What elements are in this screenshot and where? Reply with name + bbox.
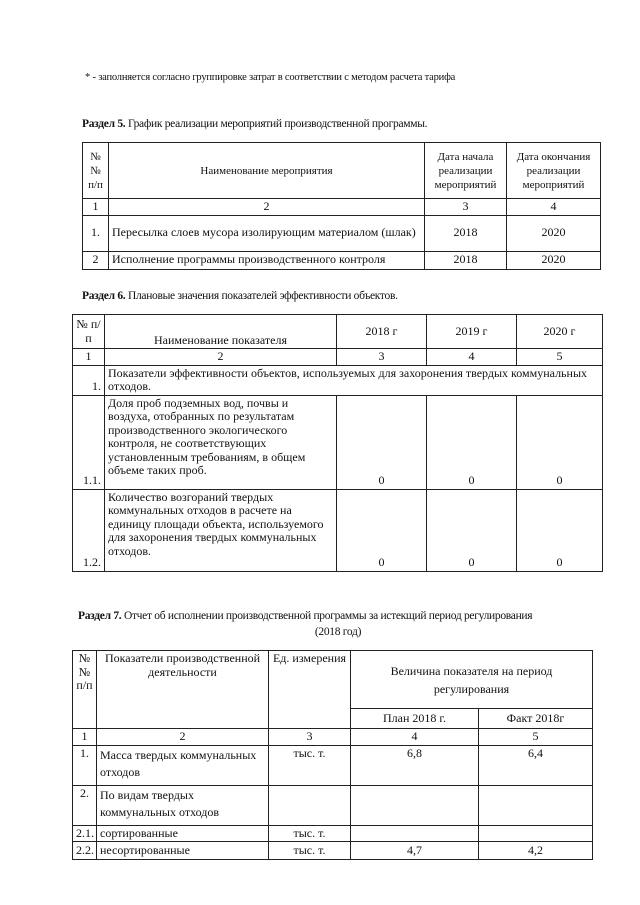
s6-col-index: 3 [337,349,427,366]
s6-row-num: 1.1. [73,395,105,489]
s7-header-fact: Факт 2018г [479,709,593,729]
s6-col-index: 5 [517,349,603,366]
section7-title [78,610,532,622]
s6-header-2018: 2018 г [337,315,427,349]
s6-row-2020: 0 [517,395,603,489]
s7-row-fact [479,825,593,842]
s5-col-index: 1 [83,199,109,216]
s7-row-fact: 4,2 [479,842,593,860]
s5-col-index: 3 [425,199,507,216]
table-row [73,842,593,860]
s5-header-name: Наименование мероприятия [109,143,425,199]
s7-row-num: 2.1. [73,825,97,842]
s7-row-unit: тыс. т. [269,825,351,842]
s7-row-unit: тыс. т. [269,745,351,785]
section6-title [82,290,398,302]
s5-row-name: Исполнение программы производственного контроля [109,251,425,269]
s7-row-num: 2. [73,785,97,825]
s6-row-2019: 0 [427,395,517,489]
s6-col-index: 2 [105,349,337,366]
s7-row-plan: 6,8 [351,745,479,785]
s7-row-name: Масса твердых коммунальных отходов [97,745,269,785]
s7-header-unit: Ед. измерения [269,651,351,729]
s7-row-plan [351,825,479,842]
s7-col-index: 5 [479,729,593,746]
s5-row-start: 2018 [425,251,507,269]
s6-header-2019: 2019 г [427,315,517,349]
s6-row-num: 1.2. [73,489,105,571]
s7-col-index: 1 [73,729,97,746]
s6-header-name: Наименование показателя [105,315,337,349]
s5-row-num: 2 [83,251,109,269]
s7-header-plan: План 2018 г. [351,709,479,729]
s5-row-start: 2018 [425,215,507,251]
s7-row-fact [479,785,593,825]
s5-col-index: 4 [507,199,601,216]
s5-row-end: 2020 [507,251,601,269]
s5-row-name: Пересылка слоев мусора изолирующим материалом (шлак) [109,215,425,251]
s6-row-2020: 0 [517,489,603,571]
s7-row-fact: 6,4 [479,745,593,785]
footnote: * - заполняется согласно группировке затрат в соответствии с методом расчета тарифа [85,72,456,83]
table-row [73,395,603,489]
section5-title [82,118,427,130]
s7-col-index: 3 [269,729,351,746]
table-row [83,251,601,269]
section5-title-rest: График реализации мероприятий производственной программы. [125,118,428,130]
s5-row-num: 1. [83,215,109,251]
section5-title-bold: Раздел 5. [82,118,126,130]
s7-row-name: По видам твердых коммунальных отходов [97,785,269,825]
section5-table [82,142,601,270]
s7-col-index: 2 [97,729,269,746]
s7-header-value-text: Величина показателя на период регулирования [390,663,553,696]
s6-header-num: № п/п [73,315,105,349]
s7-col-index: 4 [351,729,479,746]
s7-row-name: сортированные [97,825,269,842]
s5-col-index: 2 [109,199,425,216]
s7-row-num: 2.2. [73,842,97,860]
s5-row-end: 2020 [507,215,601,251]
section7-title-line2: (2018 год) [314,626,362,638]
s6-col-index: 1 [73,349,105,366]
s6-row-2019: 0 [427,489,517,571]
table-row [73,825,593,842]
s7-row-name: несортированные [97,842,269,860]
s5-header-start: Дата начала реализации мероприятий [425,143,507,199]
section6-title-rest: Плановые значения показателей эффективности объектов. [125,290,398,302]
s6-header-2020: 2020 г [517,315,603,349]
s6-group-num: 1. [73,365,105,395]
s6-row-name: Доля проб подземных вод, почвы и воздуха, отобранных по результатам производственного экологического контроля, не соответствующих установленным требованиям, в общем объеме таких проб. [105,395,337,489]
table-row [73,489,603,571]
section7-title-rest: Отчет об исполнении производственной программы за истекщий период регулирования [121,610,533,622]
section6-table [72,314,603,572]
s7-row-num: 1. [73,745,97,785]
s5-header-end: Дата окончания реализации мероприятий [507,143,601,199]
section7-table [72,650,593,860]
s5-header-num: №№ п/п [83,143,109,199]
table-row [73,745,593,785]
s6-row-name: Количество возгораний твердых коммунальных отходов в расчете на единицу площади объекта, используемого для захоронения твердых коммунальных отходов. [105,489,337,571]
s6-row-2018: 0 [337,489,427,571]
s6-group-name: Показатели эффективности объектов, используемых для захоронения твердых коммунальных отходов. [105,365,603,395]
table-row [73,785,593,825]
s7-row-plan [351,785,479,825]
section7-title-bold: Раздел 7. [78,610,122,622]
s7-header-num: №№ п/п [73,651,97,729]
s7-row-unit: тыс. т. [269,842,351,860]
s7-header-name: Показатели производственной деятельности [97,651,269,729]
s7-row-plan: 4,7 [351,842,479,860]
table-row [83,215,601,251]
s6-col-index: 4 [427,349,517,366]
s7-header-value [351,651,593,709]
s6-row-2018: 0 [337,395,427,489]
s7-row-unit [269,785,351,825]
section6-title-bold: Раздел 6. [82,290,126,302]
table-row [73,365,603,395]
